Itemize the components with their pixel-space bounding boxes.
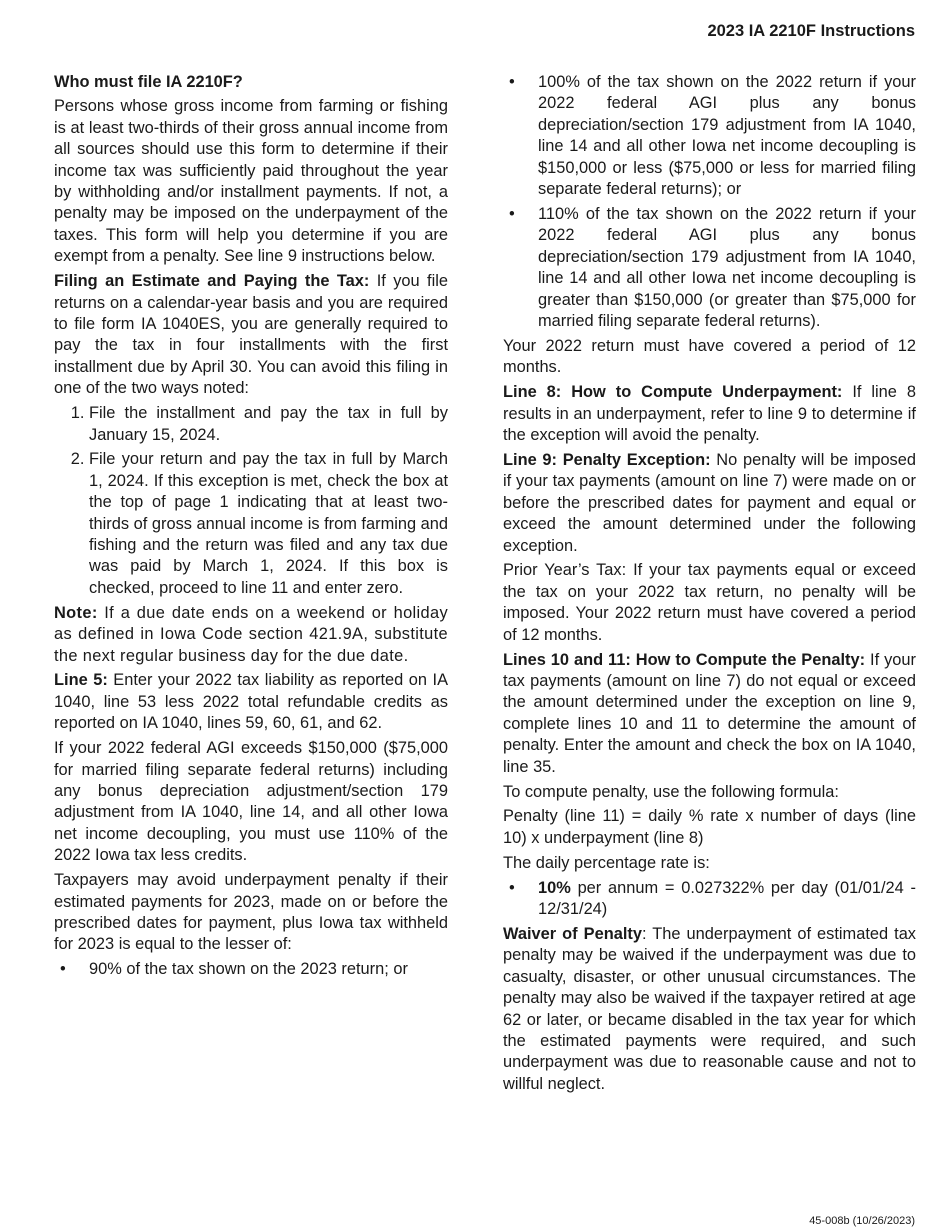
form-number-footer: 45-008b (10/26/2023): [809, 1215, 915, 1227]
left-column: [54, 72, 448, 984]
penalty-formula: Penalty (line 11) = daily % rate x number of days (line 10) x underpayment (line 8): [503, 807, 916, 847]
agi-paragraph: If your 2022 federal AGI exceeds $150,000 ($75,000 for married filing separate federal returns) including any bonus depreciation adjustment/section 179 adjustment from IA 1040, line 14, and all other Iowa net income decoupling, you must use 110% of the 2022 Iowa tax less credits.: [54, 739, 448, 865]
daily-rate-intro: The daily percentage rate is:: [503, 853, 710, 872]
daily-rate-list: [503, 878, 916, 921]
line8-label: Line 8: How to Compute Underpayment:: [503, 383, 843, 402]
filing-estimate-paragraph: [54, 271, 448, 399]
who-must-file-heading: Who must file IA 2210F?: [54, 73, 243, 91]
waiver-paragraph: [503, 924, 916, 1095]
line5-label: Line 5:: [54, 671, 108, 690]
avoid-filing-list: [54, 403, 448, 599]
line8-paragraph: [503, 382, 916, 446]
right-column: [503, 72, 916, 1099]
list-item: [538, 878, 916, 921]
list-item: 2. File your return and pay the tax in full by March 1, 2024. If this exception is met, check the box at the top of page 1 indicating that at least two-thirds of gross annual income is from farming and fishing and the return was filed and any tax due was paid by March 1, 2024. If this box is checked, proceed to line 11 and enter zero.: [89, 449, 448, 599]
waiver-label: Waiver of Penalty: [503, 924, 642, 943]
line5-text: Enter your 2022 tax liability as reported on IA 1040, line 53 less 2022 total refundable credits as reported on IA 1040, lines 59, 60, 61, and 62.: [54, 671, 448, 733]
lines-10-11-text: If your tax payments (amount on line 7) do not equal or exceed the amount determined under the exception on line 9, complete lines 10 and 11 to determine the amount of penalty. Enter the amount and check the box on IA 1040, line 35.: [503, 650, 916, 776]
lines-10-11-paragraph: [503, 650, 916, 778]
prior-year-paragraph: Prior Year’s Tax: If your tax payments equal or exceed the tax on your 2022 tax return, no penalty will be imposed. Your 2022 return must have covered a period of 12 months.: [503, 561, 916, 644]
avoid-penalty-paragraph: Taxpayers may avoid underpayment penalty if their estimated payments for 2023, made on or before the prescribed dates for payment, plus Iowa tax withheld for 2023 is equal to the lesser of:: [54, 871, 448, 954]
line9-paragraph: [503, 450, 916, 557]
note-text: If a due date ends on a weekend or holiday as defined in Iowa Code section 421.9A, substitute the next regular business day for the due date.: [54, 603, 448, 665]
formula-intro: To compute penalty, use the following formula:: [503, 782, 839, 801]
list-item: • 90% of the tax shown on the 2023 return; or: [89, 959, 448, 980]
rate-percent: 10%: [538, 878, 571, 897]
list-item: 1. File the installment and pay the tax in full by January 15, 2024.: [89, 403, 448, 446]
waiver-text: : The underpayment of estimated tax penalty may be waived if the underpayment was due to casualty, disaster, or other unusual circumstances. The penalty may also be waived if the taxpayer retired at age 62 or later, or became disabled in the tax year for which the estimated payments were required, and such underpayment was due to reasonable cause and not to willful neglect.: [503, 924, 917, 1093]
line9-text: No penalty will be imposed if your tax payments (amount on line 7) were made on or before the prescribed dates for payment and equal or exceed the amount determined under the following exception.: [503, 450, 916, 555]
list-item: • 110% of the tax shown on the 2022 return if your 2022 federal AGI plus any bonus depreciation/section 179 adjustment from IA 1040, line 14 and all other Iowa net income decoupling is greater than $150,000 (or greater than $75,000 for married filing separate federal returns).: [538, 204, 916, 332]
who-must-file-paragraph: Persons whose gross income from farming or fishing is at least two-thirds of their gross annual income from all sources should use this form to determine if their income tax was sufficiently paid throughout the year by withholding and/or installment payments. If not, a penalty may be imposed on the underpayment of the taxes. This form will help you determine if you are exempt from a penalty. See line 9 instructions below.: [54, 97, 448, 266]
filing-estimate-text: If you file returns on a calendar-year basis and you are required to file form IA 1040ES, you are generally required to pay the tax in four installments with the first installment due by April 30. You can avoid this filing in one of the two ways noted:: [54, 272, 448, 398]
document-header-title: 2023 IA 2210F Instructions: [707, 22, 915, 40]
line8-text: If line 8 results in an underpayment, refer to line 9 to determine if the exception will avoid the penalty.: [503, 383, 916, 444]
lesser-of-list-continued: [503, 72, 916, 332]
filing-estimate-label: Filing an Estimate and Paying the Tax:: [54, 272, 370, 291]
line5-paragraph: [54, 670, 448, 734]
note-label: Note:: [54, 603, 98, 622]
rate-text: per annum = 0.027322% per day (01/01/24 - 12/31/24): [538, 878, 916, 919]
line9-label: Line 9: Penalty Exception:: [503, 450, 711, 469]
note-paragraph: [54, 603, 448, 667]
lines-10-11-label: Lines 10 and 11: How to Compute the Penalty:: [503, 650, 866, 669]
period-paragraph: Your 2022 return must have covered a period of 12 months.: [503, 336, 916, 377]
list-item: • 100% of the tax shown on the 2022 return if your 2022 federal AGI plus any bonus depreciation/section 179 adjustment from IA 1040, line 14 and all other Iowa net income decoupling is $150,000 or less ($75,000 or less for married filing separate federal returns); or: [538, 72, 916, 200]
lesser-of-list: [54, 959, 448, 980]
